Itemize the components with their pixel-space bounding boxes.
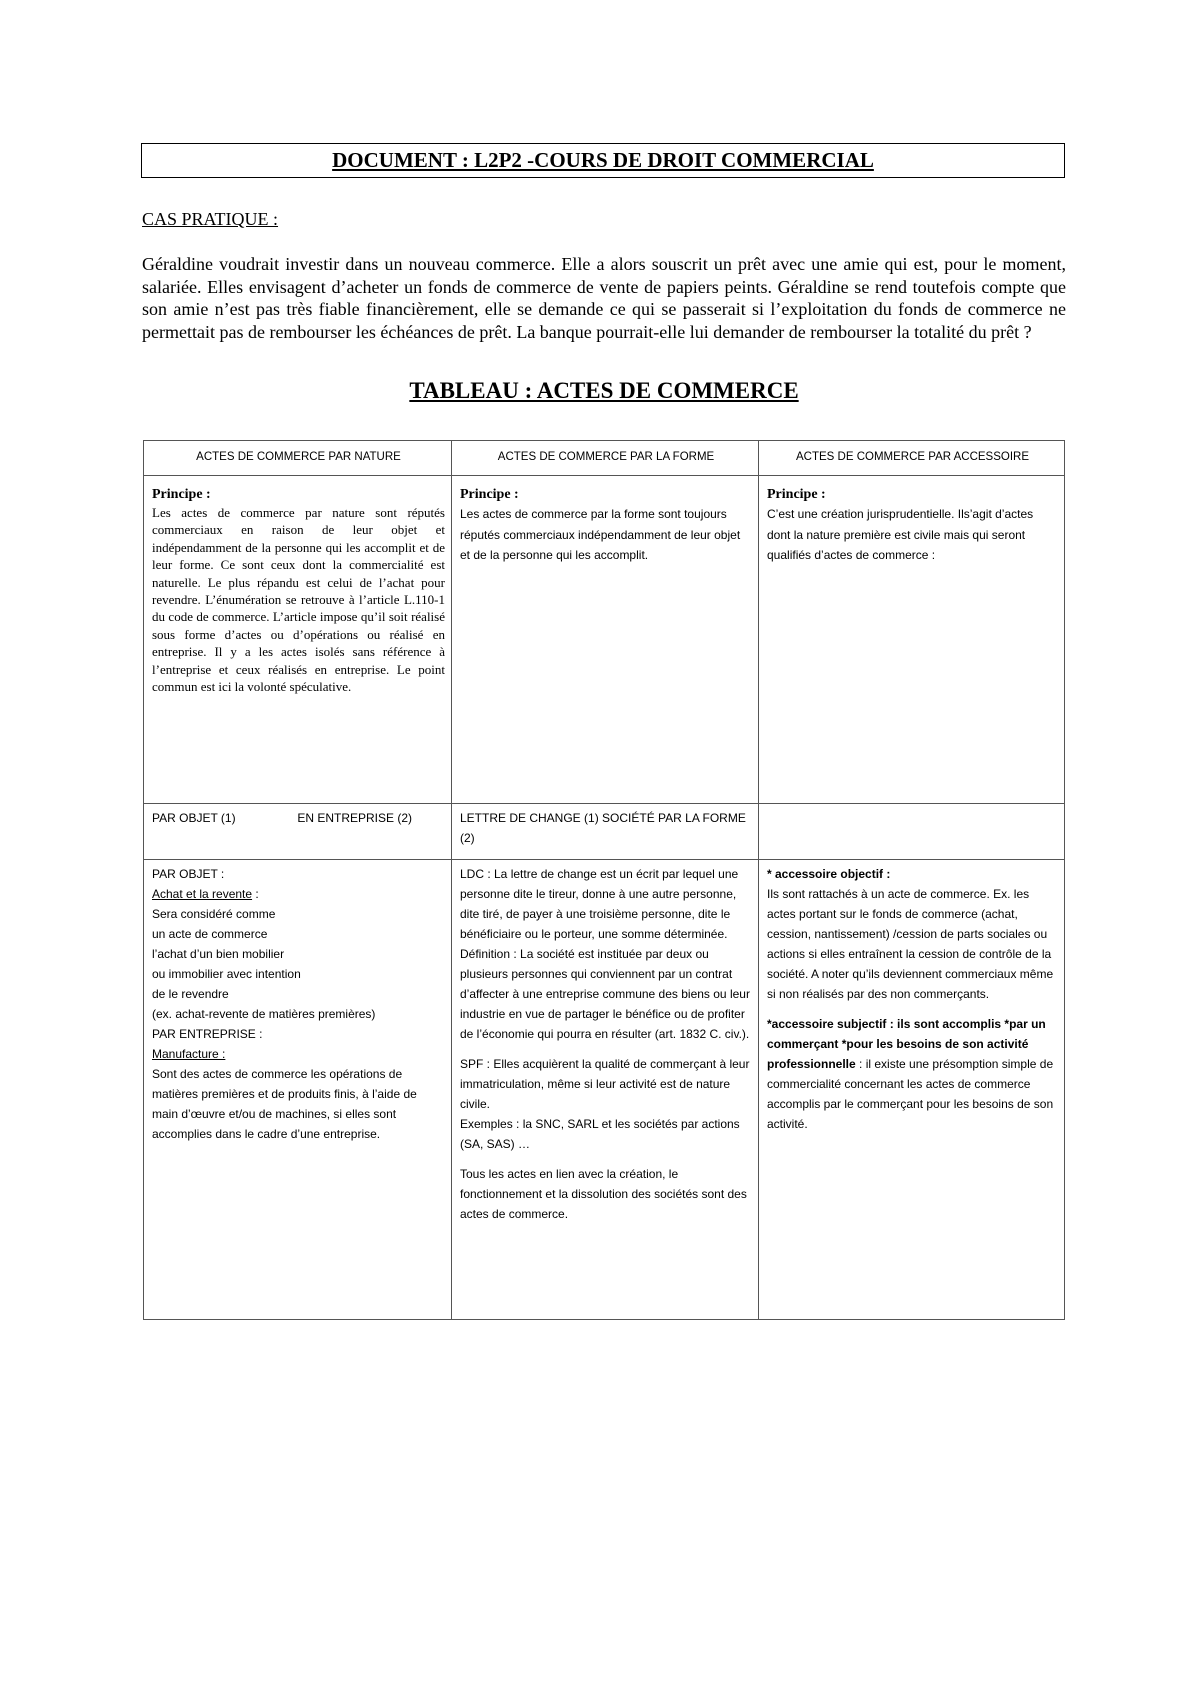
achat-label: Achat et la revente — [152, 887, 253, 901]
manufacture-label: Manufacture : — [152, 1047, 226, 1061]
revendre-text: de le revendre — [152, 987, 229, 1001]
subheader-nature-cell — [144, 804, 452, 860]
actes-table — [143, 440, 1065, 1320]
subheader-en-entreprise: EN ENTREPRISE (2) — [297, 811, 412, 825]
principe-accessoire-cell — [759, 476, 1065, 804]
header-forme: ACTES DE COMMERCE PAR LA FORME — [452, 441, 759, 476]
table-title: TABLEAU : ACTES DE COMMERCE — [409, 378, 799, 403]
par-objet-label: PAR OBJET : — [152, 867, 225, 881]
principe-label: Principe : — [460, 487, 519, 502]
achat-line: un acte de commerce — [152, 927, 268, 941]
header-accessoire: ACTES DE COMMERCE PAR ACCESSOIRE — [759, 441, 1065, 476]
ldc-text: LDC : La lettre de change est un écrit par lequel une personne dite le tireur, donne à une autre personne, dite tiré, de payer à une troisième personne, dite le bénéficiaire ou le porteur, une somme déterminée. — [460, 867, 739, 941]
par-entreprise-label: PAR ENTREPRISE : — [152, 1027, 263, 1041]
manufacture-text: Sont des actes de commerce les opérations de matières premières et de produits finis, à l’aide de main d’œuvre et/ou de machines, si elles sont accomplies dans le cadre d’une entreprise. — [152, 1067, 417, 1141]
accessoire-subjectif-label: *accessoire subjectif : ils sont accomplis *par un commerçant *pour les besoins de son activité professionnelle — [767, 1017, 1046, 1071]
tous-actes-text: Tous les actes en lien avec la création, le fonctionnement et la dissolution des sociétés sont des actes de commerce. — [460, 1167, 747, 1221]
subheader-forme-cell: LETTRE DE CHANGE (1) SOCIÉTÉ PAR LA FORME (2) — [452, 804, 759, 860]
details-nature-cell — [144, 860, 452, 1320]
principe-row — [144, 476, 1065, 804]
details-accessoire-cell — [759, 860, 1065, 1320]
achat-example: (ex. achat-revente de matières premières) — [152, 1007, 376, 1021]
principe-forme-cell — [452, 476, 759, 804]
principe-nature-text: Les actes de commerce par nature sont réputés commerciaux en raison de leur objet et indépendamment de la personne qui les accomplit et de leur forme. Ce sont ceux dont la commercialité est naturelle. Le plus répandu est celui de l’achat pour revendre. L’énumération se retrouve à l’article L.110-1 du code de commerce. L’article impose qu’il soit réalisé sous forme d’actes ou d’opérations ou réalisé en entreprise. Il y a les actes isolés sans référence à l’entreprise et ceux réalisés en entreprise. Le point commun est ici la volonté spéculative. — [152, 505, 445, 695]
principe-label: Principe : — [767, 487, 826, 502]
details-forme-cell — [452, 860, 759, 1320]
achat-suffix: : — [252, 887, 259, 901]
cas-pratique-heading: CAS PRATIQUE : — [142, 209, 279, 229]
details-row — [144, 860, 1065, 1320]
definition-text: Définition : La société est instituée par deux ou plusieurs personnes qui conviennent par un contrat d’affecter à une entreprise commune des biens ou leur industrie en vue de partager le bénéfice ou de profiter de l’économie qui pourra en résulter (art. 1832 C. civ.). — [460, 947, 750, 1041]
achat-line: l’achat d’un bien mobilier — [152, 947, 285, 961]
principe-accessoire-text: C’est une création jurisprudentielle. Ils’agit d’actes dont la nature première est civile mais qui seront qualifiés d’actes de commerce : — [767, 507, 1034, 562]
subheader-accessoire-cell — [759, 804, 1065, 860]
table-header-row — [144, 441, 1065, 476]
subheader-row — [144, 804, 1065, 860]
exemples-text: Exemples : la SNC, SARL et les sociétés par actions (SA, SAS) … — [460, 1117, 740, 1151]
principe-forme-text: Les actes de commerce par la forme sont toujours réputés commerciaux indépendamment de leur objet et de la personne qui les accomplit. — [460, 507, 741, 562]
header-nature: ACTES DE COMMERCE PAR NATURE — [144, 441, 452, 476]
accessoire-objectif-label: * accessoire objectif : — [767, 867, 891, 881]
principe-label: Principe : — [152, 487, 211, 502]
cas-pratique-text: Géraldine voudrait investir dans un nouveau commerce. Elle a alors souscrit un prêt avec une amie qui est, pour le moment, salariée. Elles envisagent d’acheter un fonds de commerce de vente de papiers peints. Géraldine se rend toutefois compte que son amie n’est pas très fiable financièrement, elle se demande ce qui se passerait si l’exploitation du fonds de commerce ne permettait pas de rembourser les échéances de prêt. La banque pourrait-elle lui demander de rembourser la totalité du prêt ? — [142, 254, 1066, 342]
achat-line: Sera considéré comme — [152, 907, 276, 921]
subheader-par-objet: PAR OBJET (1) — [152, 811, 236, 825]
spf-text: SPF : Elles acquièrent la qualité de commerçant à leur immatriculation, même si leur activité est de nature civile. — [460, 1057, 750, 1111]
document-title: DOCUMENT : L2P2 -COURS DE DROIT COMMERCIAL — [141, 143, 1065, 178]
accessoire-subjectif-text: : il existe une présomption simple de commercialité concernant les actes de commerce accomplis par le commerçant pour les besoins de son activité. — [767, 1057, 1054, 1131]
achat-line: ou immobilier avec intention — [152, 967, 301, 981]
accessoire-objectif-text: Ils sont rattachés à un acte de commerce. Ex. les actes portant sur le fonds de commerce (achat, cession, nantissement) /cession de parts sociales ou actions si elles entraînent la cession de contrôle de la société. A noter qu’ils deviennent commerciaux même si non réalisés par des non commerçants. — [767, 887, 1054, 1001]
principe-nature-cell — [144, 476, 452, 804]
